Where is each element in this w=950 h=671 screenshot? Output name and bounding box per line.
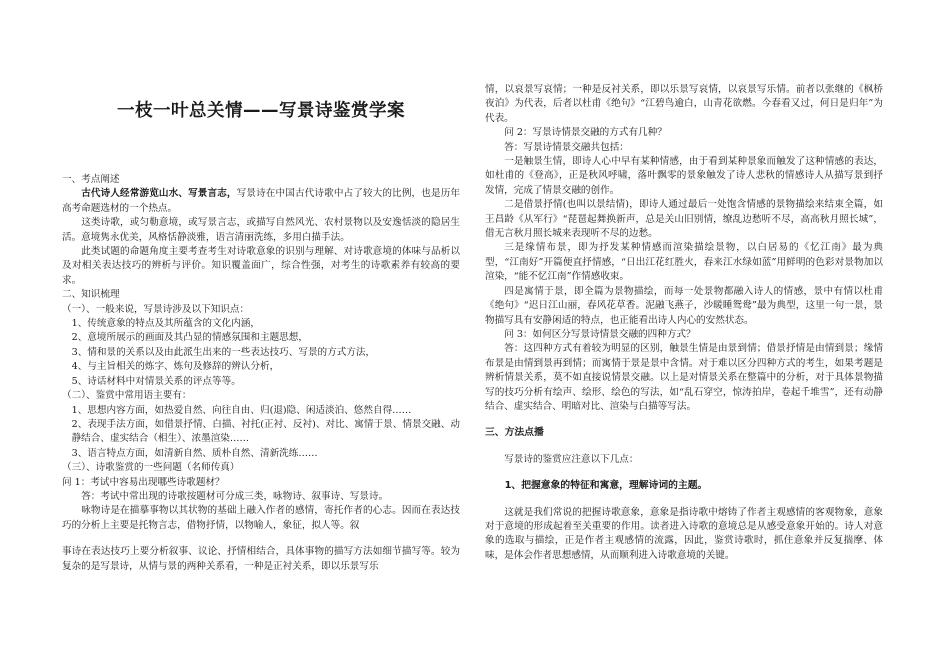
paragraph-imagery: 这就是我们常说的把握诗歌意象，意象是指诗歌中熔铸了作者主观感情的客观物象，意象对于意境的形成起着至关重要的作用。读者进入诗歌的意境总是从感受意象开始的。诗人对意象的选取与描绘，正是作者主观感情的流露，因此，鉴赏诗歌时，抓住意象并反复揣摩、体味，是体会作者思想感情，从而顺利进入诗歌意境的关键。: [485, 506, 883, 561]
subsection-2-heading: （二）、鉴赏中常用语主要有：: [62, 390, 192, 402]
section-3-heading: 三、方法点播: [485, 427, 544, 439]
question-3: 问 3：如何区分写景诗情景交融的四种方式？: [504, 328, 696, 340]
knowledge-item: 1、传统意象的特点及其所蕴含的文化内涵，: [71, 318, 260, 330]
document-title: 一枝一叶总关情——写景诗鉴赏学案: [117, 101, 405, 121]
knowledge-item: 2、意境所展示的画面及其凸显的情感氛围和主题思想，: [71, 332, 308, 344]
subsection-1-heading: （一）、一般来说，写景诗涉及以下知识点：: [62, 303, 250, 315]
intro-bold-text: 古代诗人经常游览山水、写景言志，: [81, 188, 237, 200]
knowledge-item: 3、情和景的关系以及由此派生出来的一些表达技巧、写景的方式方法，: [71, 346, 376, 358]
paragraph-intro: [62, 187, 460, 216]
paragraph-ode-poems: 咏物诗是在描摹事物以其状物的基础上融入作者的感情，寄托作者的心志。因而在表达技巧的分析上主要是托物言志，借物抒情，以物喻人，象征，拟人等。叙: [62, 505, 460, 531]
paragraph-exam-angle: 此类试题的命题角度主要考查考生对诗歌意象的识别与理解、对诗歌意境的体味与品析以及对相关表达技巧的辨析与评价。知识覆盖面广，综合性强，对考生的诗歌素养有较高的要求。: [62, 246, 460, 286]
paragraph-narrative-poems: 事诗在表达技巧上要分析叙事、议论、抒情相结合，具体事物的描写方法如细节描写等。较为复杂的是写景诗，从情与景的两种关系看，一种是正衬关系，即以乐景写乐: [62, 546, 460, 572]
answer-3: 答：这四种方式有着较为明显的区别，触景生情是由景到情；借景抒情是由情到景；缘情布景是由情到景再到情；而寓情于景是景中含情。对于难以区分四种方式的考生，如果考题是辨析情景关系，莫不如直接说情景交融。以上是对情景关系在整篇中的分析，对于具体景物描写的技巧分析有绘声、绘形、绘色的写法，如“乱石穿空，惊涛拍岸，卷起千堆雪”，还有动静结合、虚实结合、明暗对比、渲染与白描等写法。: [485, 343, 883, 412]
question-1: 问 1：考试中容易出现哪些诗歌题材？: [62, 476, 225, 488]
question-2: 问 2：写景诗情景交融的方式有几种？: [504, 127, 667, 139]
method-intro: 写景诗的鉴赏应注意以下几点：: [504, 453, 639, 465]
phrase-item: 2、表现手法方面，如借景抒情、白描、衬托(正衬、反衬)、对比、寓情于景、情景交融、动静结合、虚实结合（相生）、浓墨渲染……: [71, 418, 460, 445]
method-touch-scene: 一是触景生情，即诗人心中早有某种情感，由于看到某种景象而触发了这种情感的表达，如杜甫的《登高》，正是秋风呼啸，落叶飘零的景象触发了诗人悲秋的情感诗人从描写景到抒发情，完成了情景交融的创作。: [485, 156, 883, 196]
section-1-heading: 一、考点阐述: [62, 174, 120, 185]
method-embed-emotion: 四是寓情于景，即全篇为景物描绘，而每一处景物都融入诗人的情感，景中有情以杜甫《绝句》“迟日江山丽，春风花草香。泥融飞燕子，沙暖睡鸳鸯”最为典型，这里一句一景，景物描写具有安静闲适的特点，也正能看出诗人内心的安然状态。: [485, 285, 883, 326]
knowledge-item: 5、诗话材料中对情景关系的评点等等。: [71, 375, 241, 387]
left-column: [62, 0, 460, 574]
answer-1: 答：考试中常出现的诗歌按题材可分成三类，咏物诗、叙事诗、写景诗。: [81, 490, 389, 502]
paragraph-contrast-relations: 情，以哀景写哀情；一种是反衬关系，即以乐景写哀情，以哀景写乐情。前者以张继的《枫桥夜泊》为代表，后者以杜甫《绝句》“江碧鸟逾白，山青花欲燃。今春看又过，何日是归年”为代表。: [485, 84, 883, 124]
answer-2: 答：写景诗情景交融共包括：: [504, 141, 629, 153]
section-2-heading: 二、知识梳理: [62, 289, 120, 301]
right-column: [485, 0, 883, 563]
phrase-item: 1、思想内容方面，如热爱自然、向往自由、归(退)隐、闲适淡泊、悠然自得……: [71, 404, 412, 416]
knowledge-item: 4、与主旨相关的炼字、炼句及修辞的辨认分析，: [71, 361, 280, 373]
method-point-1: 1、把握意象的特征和寓意，理解诗词的主题。: [504, 480, 708, 492]
method-arrange-scene: 三是缘情布景，即为抒发某种情感而渲染描绘景物，以白居易的《忆江南》最为典型，“江南好”开篇便直抒情感，“日出江花红胜火，春来江水绿如蓝”用鲜明的色彩对景物加以渲染，“能不忆江南”作情感收束。: [485, 242, 883, 283]
intro-rest-text: 写景诗在中国古代诗歌中占了较大的比例，也是历年高考命题选材的一个热点。: [62, 188, 461, 214]
phrase-item: 3、语言特点方面，如清新自然、质朴自然、清新洗练……: [71, 447, 318, 459]
subsection-3-heading: （三）、诗歌鉴赏的一些问题（名师传真）: [62, 462, 240, 474]
method-borrow-scene: 二是借景抒情(也叫以景结情)，即诗人通过最后一处饱含情感的景物描绘来结束全篇，如王昌龄《从军行》“琵琶起舞换新声，总是关山旧别情，缭乱边愁听不尽，高高秋月照长城”，借无言秋月照长城来表现听不尽的边愁。: [485, 199, 883, 240]
paragraph-poem-types: 这类诗歌，或匀勒意境，或写景言志，或描写自然风光、农村景物以及安逸恬淡的隐居生活。意境隽永优美，风格恬静淡雅，语言清丽洗练，多用白描手法。: [62, 217, 460, 243]
